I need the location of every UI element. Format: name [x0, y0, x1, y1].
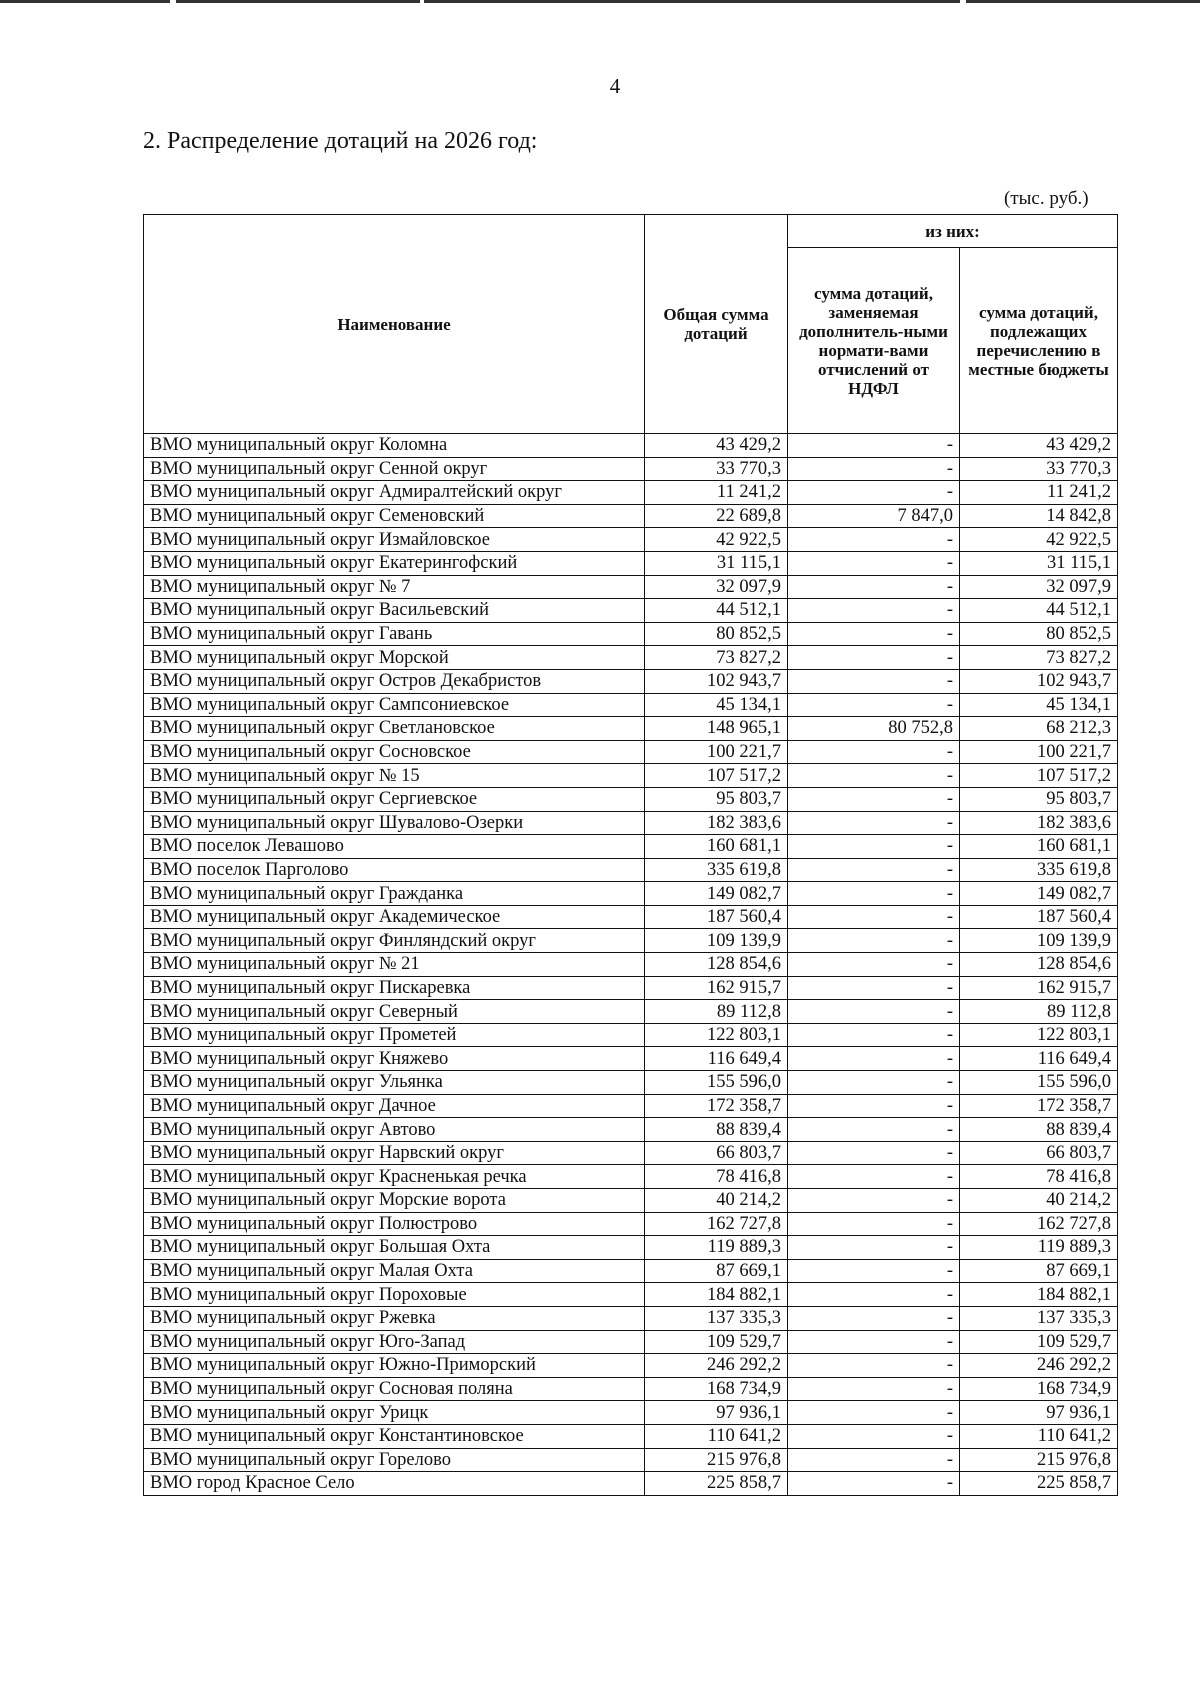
row-total: 80 852,5: [645, 622, 788, 646]
row-replaced: -: [788, 787, 960, 811]
table-row: [144, 835, 1118, 859]
row-name: ВМО муниципальный округ Шувалово-Озерки: [144, 811, 645, 835]
table-row: [144, 1047, 1118, 1071]
row-transfer: 31 115,1: [960, 551, 1118, 575]
table-row: [144, 1424, 1118, 1448]
row-transfer: 87 669,1: [960, 1259, 1118, 1283]
row-name: ВМО муниципальный округ Финляндский округ: [144, 929, 645, 953]
row-total: 215 976,8: [645, 1448, 788, 1472]
col-header-total: Общая сумма дотаций: [645, 215, 788, 434]
row-name: ВМО поселок Левашово: [144, 835, 645, 859]
row-replaced: -: [788, 1354, 960, 1378]
row-total: 97 936,1: [645, 1401, 788, 1425]
table-row: [144, 1236, 1118, 1260]
table-row: [144, 787, 1118, 811]
row-replaced: -: [788, 1023, 960, 1047]
row-transfer: 107 517,2: [960, 764, 1118, 788]
row-replaced: -: [788, 622, 960, 646]
row-total: 246 292,2: [645, 1354, 788, 1378]
row-total: 66 803,7: [645, 1141, 788, 1165]
row-name: ВМО муниципальный округ Малая Охта: [144, 1259, 645, 1283]
row-total: 11 241,2: [645, 481, 788, 505]
row-name: ВМО муниципальный округ Большая Охта: [144, 1236, 645, 1260]
row-replaced: -: [788, 646, 960, 670]
row-replaced: -: [788, 1330, 960, 1354]
col-header-name: Наименование: [144, 215, 645, 434]
row-replaced: -: [788, 1000, 960, 1024]
row-replaced: -: [788, 1165, 960, 1189]
row-replaced: -: [788, 882, 960, 906]
row-replaced: -: [788, 1448, 960, 1472]
row-transfer: 109 529,7: [960, 1330, 1118, 1354]
row-transfer: 78 416,8: [960, 1165, 1118, 1189]
row-name: ВМО муниципальный округ Морской: [144, 646, 645, 670]
row-total: 45 134,1: [645, 693, 788, 717]
table-row: [144, 1330, 1118, 1354]
table-row: [144, 976, 1118, 1000]
row-total: 88 839,4: [645, 1118, 788, 1142]
row-transfer: 116 649,4: [960, 1047, 1118, 1071]
row-name: ВМО муниципальный округ Сенной округ: [144, 457, 645, 481]
row-transfer: 168 734,9: [960, 1377, 1118, 1401]
row-total: 187 560,4: [645, 905, 788, 929]
row-total: 43 429,2: [645, 434, 788, 458]
table-header: [144, 215, 1118, 434]
row-total: 137 335,3: [645, 1306, 788, 1330]
table-row: [144, 551, 1118, 575]
row-replaced: 7 847,0: [788, 504, 960, 528]
table-row: [144, 1189, 1118, 1213]
table-row: [144, 905, 1118, 929]
row-transfer: 14 842,8: [960, 504, 1118, 528]
table-row: [144, 764, 1118, 788]
row-total: 182 383,6: [645, 811, 788, 835]
row-total: 107 517,2: [645, 764, 788, 788]
row-replaced: -: [788, 599, 960, 623]
col-header-replaced: сумма дотаций, заменяемая дополнитель-ными нормати-вами отчислений от НДФЛ: [788, 248, 960, 434]
row-name: ВМО муниципальный округ № 15: [144, 764, 645, 788]
row-transfer: 88 839,4: [960, 1118, 1118, 1142]
row-name: ВМО муниципальный округ Полюстрово: [144, 1212, 645, 1236]
row-transfer: 137 335,3: [960, 1306, 1118, 1330]
row-total: 102 943,7: [645, 669, 788, 693]
row-replaced: -: [788, 1189, 960, 1213]
row-name: ВМО муниципальный округ № 7: [144, 575, 645, 599]
row-replaced: -: [788, 1047, 960, 1071]
row-total: 116 649,4: [645, 1047, 788, 1071]
row-replaced: -: [788, 481, 960, 505]
row-total: 162 727,8: [645, 1212, 788, 1236]
row-transfer: 66 803,7: [960, 1141, 1118, 1165]
row-replaced: -: [788, 1212, 960, 1236]
table-row: [144, 1401, 1118, 1425]
row-transfer: 80 852,5: [960, 622, 1118, 646]
table-row: [144, 1283, 1118, 1307]
row-total: 110 641,2: [645, 1424, 788, 1448]
table-row: [144, 504, 1118, 528]
row-name: ВМО муниципальный округ Светлановское: [144, 717, 645, 741]
row-transfer: 43 429,2: [960, 434, 1118, 458]
row-name: ВМО муниципальный округ Северный: [144, 1000, 645, 1024]
row-name: ВМО муниципальный округ Сосновское: [144, 740, 645, 764]
table-row: [144, 622, 1118, 646]
table-row: [144, 1165, 1118, 1189]
row-total: 225 858,7: [645, 1472, 788, 1496]
table-body: [144, 434, 1118, 1496]
row-name: ВМО муниципальный округ Южно-Приморский: [144, 1354, 645, 1378]
row-name: ВМО муниципальный округ Прометей: [144, 1023, 645, 1047]
row-transfer: 73 827,2: [960, 646, 1118, 670]
page-number: 4: [609, 74, 621, 98]
row-name: ВМО муниципальный округ Академическое: [144, 905, 645, 929]
table-row: [144, 669, 1118, 693]
row-replaced: -: [788, 764, 960, 788]
units-label: (тыс. руб.): [1004, 188, 1089, 209]
row-transfer: 187 560,4: [960, 905, 1118, 929]
table-row: [144, 740, 1118, 764]
row-total: 335 619,8: [645, 858, 788, 882]
row-replaced: -: [788, 1424, 960, 1448]
row-replaced: -: [788, 1283, 960, 1307]
row-total: 89 112,8: [645, 1000, 788, 1024]
row-name: ВМО муниципальный округ Нарвский округ: [144, 1141, 645, 1165]
row-transfer: 162 915,7: [960, 976, 1118, 1000]
row-name: ВМО муниципальный округ Пискаревка: [144, 976, 645, 1000]
row-total: 22 689,8: [645, 504, 788, 528]
row-transfer: 89 112,8: [960, 1000, 1118, 1024]
row-name: ВМО поселок Парголово: [144, 858, 645, 882]
row-replaced: -: [788, 835, 960, 859]
table-row: [144, 599, 1118, 623]
row-total: 95 803,7: [645, 787, 788, 811]
table-row: [144, 693, 1118, 717]
row-name: ВМО муниципальный округ Сосновая поляна: [144, 1377, 645, 1401]
row-total: 87 669,1: [645, 1259, 788, 1283]
row-total: 122 803,1: [645, 1023, 788, 1047]
table-row: [144, 811, 1118, 835]
row-replaced: -: [788, 1236, 960, 1260]
table-row: [144, 1354, 1118, 1378]
table-row: [144, 858, 1118, 882]
row-name: ВМО муниципальный округ Екатерингофский: [144, 551, 645, 575]
row-name: ВМО муниципальный округ Пороховые: [144, 1283, 645, 1307]
row-transfer: 122 803,1: [960, 1023, 1118, 1047]
table-row: [144, 929, 1118, 953]
table-row: [144, 1094, 1118, 1118]
row-replaced: -: [788, 1118, 960, 1142]
row-transfer: 42 922,5: [960, 528, 1118, 552]
row-total: 109 139,9: [645, 929, 788, 953]
row-name: ВМО муниципальный округ Гражданка: [144, 882, 645, 906]
row-total: 33 770,3: [645, 457, 788, 481]
row-name: ВМО муниципальный округ Константиновское: [144, 1424, 645, 1448]
row-name: ВМО муниципальный округ № 21: [144, 953, 645, 977]
row-name: ВМО муниципальный округ Сергиевское: [144, 787, 645, 811]
table-row: [144, 481, 1118, 505]
row-transfer: 45 134,1: [960, 693, 1118, 717]
row-name: ВМО город Красное Село: [144, 1472, 645, 1496]
row-total: 73 827,2: [645, 646, 788, 670]
row-total: 32 097,9: [645, 575, 788, 599]
row-transfer: 162 727,8: [960, 1212, 1118, 1236]
row-transfer: 95 803,7: [960, 787, 1118, 811]
table-row: [144, 1000, 1118, 1024]
row-name: ВМО муниципальный округ Дачное: [144, 1094, 645, 1118]
row-name: ВМО муниципальный округ Сампсониевское: [144, 693, 645, 717]
row-replaced: -: [788, 1141, 960, 1165]
row-replaced: -: [788, 976, 960, 1000]
row-total: 162 915,7: [645, 976, 788, 1000]
row-transfer: 215 976,8: [960, 1448, 1118, 1472]
row-name: ВМО муниципальный округ Гавань: [144, 622, 645, 646]
row-transfer: 40 214,2: [960, 1189, 1118, 1213]
table-row: [144, 1377, 1118, 1401]
row-transfer: 149 082,7: [960, 882, 1118, 906]
row-transfer: 160 681,1: [960, 835, 1118, 859]
row-name: ВМО муниципальный округ Адмиралтейский округ: [144, 481, 645, 505]
row-name: ВМО муниципальный округ Остров Декабристов: [144, 669, 645, 693]
col-header-group: из них:: [788, 215, 1118, 248]
row-name: ВМО муниципальный округ Урицк: [144, 1401, 645, 1425]
row-replaced: -: [788, 551, 960, 575]
row-replaced: 80 752,8: [788, 717, 960, 741]
row-transfer: 32 097,9: [960, 575, 1118, 599]
row-total: 184 882,1: [645, 1283, 788, 1307]
table-row: [144, 717, 1118, 741]
table-row: [144, 1212, 1118, 1236]
table-row: [144, 1118, 1118, 1142]
row-name: ВМО муниципальный округ Княжево: [144, 1047, 645, 1071]
row-total: 128 854,6: [645, 953, 788, 977]
row-transfer: 225 858,7: [960, 1472, 1118, 1496]
row-replaced: -: [788, 528, 960, 552]
row-replaced: -: [788, 457, 960, 481]
row-name: ВМО муниципальный округ Морские ворота: [144, 1189, 645, 1213]
row-replaced: -: [788, 953, 960, 977]
row-transfer: 335 619,8: [960, 858, 1118, 882]
row-replaced: -: [788, 1401, 960, 1425]
col-header-transfer: сумма дотаций, подлежащих перечислению в местные бюджеты: [960, 248, 1118, 434]
row-total: 42 922,5: [645, 528, 788, 552]
row-replaced: -: [788, 1306, 960, 1330]
row-transfer: 44 512,1: [960, 599, 1118, 623]
row-transfer: 155 596,0: [960, 1071, 1118, 1095]
table-row: [144, 434, 1118, 458]
row-name: ВМО муниципальный округ Ржевка: [144, 1306, 645, 1330]
row-name: ВМО муниципальный округ Измайловское: [144, 528, 645, 552]
table-row: [144, 1023, 1118, 1047]
row-replaced: -: [788, 905, 960, 929]
row-name: ВМО муниципальный округ Горелово: [144, 1448, 645, 1472]
row-total: 168 734,9: [645, 1377, 788, 1401]
row-transfer: 182 383,6: [960, 811, 1118, 835]
row-replaced: -: [788, 740, 960, 764]
row-transfer: 100 221,7: [960, 740, 1118, 764]
row-name: ВМО муниципальный округ Автово: [144, 1118, 645, 1142]
table-row: [144, 646, 1118, 670]
table-row: [144, 1141, 1118, 1165]
row-transfer: 102 943,7: [960, 669, 1118, 693]
row-total: 40 214,2: [645, 1189, 788, 1213]
row-transfer: 172 358,7: [960, 1094, 1118, 1118]
row-transfer: 110 641,2: [960, 1424, 1118, 1448]
row-total: 149 082,7: [645, 882, 788, 906]
row-total: 109 529,7: [645, 1330, 788, 1354]
row-replaced: -: [788, 929, 960, 953]
top-edge-line: [0, 0, 1200, 3]
row-name: ВМО муниципальный округ Коломна: [144, 434, 645, 458]
section-heading: 2. Распределение дотаций на 2026 год:: [143, 128, 538, 154]
row-total: 119 889,3: [645, 1236, 788, 1260]
row-replaced: -: [788, 1094, 960, 1118]
row-total: 100 221,7: [645, 740, 788, 764]
row-replaced: -: [788, 1071, 960, 1095]
table-row: [144, 1472, 1118, 1496]
row-total: 148 965,1: [645, 717, 788, 741]
row-transfer: 246 292,2: [960, 1354, 1118, 1378]
row-total: 155 596,0: [645, 1071, 788, 1095]
table-row: [144, 1259, 1118, 1283]
table-row: [144, 575, 1118, 599]
row-total: 160 681,1: [645, 835, 788, 859]
table-row: [144, 1448, 1118, 1472]
row-replaced: -: [788, 1472, 960, 1496]
table-row: [144, 882, 1118, 906]
row-replaced: -: [788, 575, 960, 599]
row-transfer: 119 889,3: [960, 1236, 1118, 1260]
row-transfer: 68 212,3: [960, 717, 1118, 741]
row-total: 44 512,1: [645, 599, 788, 623]
table-row: [144, 953, 1118, 977]
row-name: ВМО муниципальный округ Ульянка: [144, 1071, 645, 1095]
row-transfer: 184 882,1: [960, 1283, 1118, 1307]
row-replaced: -: [788, 693, 960, 717]
row-replaced: -: [788, 811, 960, 835]
row-replaced: -: [788, 1377, 960, 1401]
row-name: ВМО муниципальный округ Юго-Запад: [144, 1330, 645, 1354]
row-transfer: 128 854,6: [960, 953, 1118, 977]
table-row: [144, 1071, 1118, 1095]
row-replaced: -: [788, 1259, 960, 1283]
row-replaced: -: [788, 434, 960, 458]
row-total: 31 115,1: [645, 551, 788, 575]
row-total: 78 416,8: [645, 1165, 788, 1189]
table-row: [144, 528, 1118, 552]
row-transfer: 97 936,1: [960, 1401, 1118, 1425]
table-row: [144, 457, 1118, 481]
row-transfer: 109 139,9: [960, 929, 1118, 953]
row-name: ВМО муниципальный округ Семеновский: [144, 504, 645, 528]
table-row: [144, 1306, 1118, 1330]
row-replaced: -: [788, 858, 960, 882]
row-name: ВМО муниципальный округ Васильевский: [144, 599, 645, 623]
row-transfer: 33 770,3: [960, 457, 1118, 481]
row-name: ВМО муниципальный округ Красненькая речка: [144, 1165, 645, 1189]
row-transfer: 11 241,2: [960, 481, 1118, 505]
row-total: 172 358,7: [645, 1094, 788, 1118]
subsidy-table: [143, 214, 1118, 1496]
row-replaced: -: [788, 669, 960, 693]
